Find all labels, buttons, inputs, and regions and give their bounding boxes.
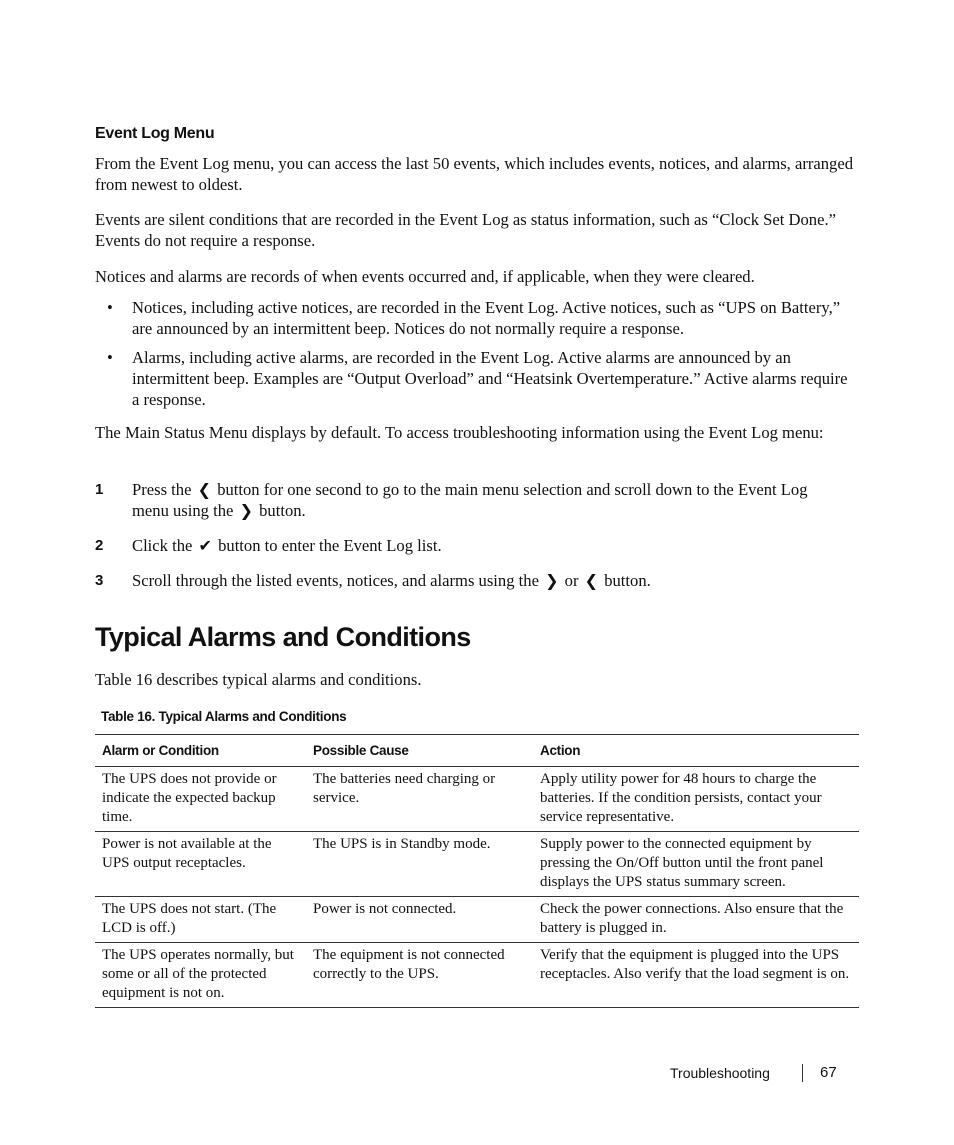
page-footer	[0, 1064, 954, 1084]
step-text-part: Click the	[132, 536, 193, 555]
table-header-row	[95, 735, 859, 767]
cell-action: Supply power to the connected equipment by pressing the On/Off button until the front panel displays the UPS status summary screen.	[533, 832, 859, 897]
cell-action: Verify that the equipment is plugged into the UPS receptacles. Also verify that the load segment is on.	[533, 943, 859, 1008]
step-text-part: Scroll through the listed events, notices, and alarms using the	[132, 571, 539, 590]
notices-paragraph: Notices and alarms are records of when events occurred and, if applicable, when they were cleared.	[95, 267, 755, 286]
cell-alarm: Power is not available at the UPS output receptacles.	[95, 832, 306, 897]
cell-cause: The batteries need charging or service.	[306, 767, 533, 832]
table-row	[95, 832, 859, 897]
cell-cause: The equipment is not connected correctly to the UPS.	[306, 943, 533, 1008]
typical-intro: Table 16 describes typical alarms and conditions.	[95, 670, 422, 689]
event-log-heading: Event Log Menu	[95, 125, 215, 142]
typical-alarms-heading: Typical Alarms and Conditions	[95, 622, 471, 652]
bullet-text: Alarms, including active alarms, are recorded in the Event Log. Active alarms are announced by an intermittent beep. Examples are “Output Overload” and “Heatsink Overtemperature.” Active alarms require a response.	[132, 348, 848, 409]
step-number: 3	[95, 572, 104, 589]
left-chevron-icon: ❮	[197, 480, 212, 499]
alarms-table	[95, 734, 859, 1008]
right-chevron-icon: ❯	[239, 501, 253, 520]
table-row	[95, 897, 859, 943]
main-status-paragraph: The Main Status Menu displays by default. To access troubleshooting information using the Event Log menu:	[95, 423, 824, 442]
cell-alarm: The UPS operates normally, but some or all of the protected equipment is not on.	[95, 943, 306, 1008]
left-chevron-icon: ❮	[584, 571, 599, 590]
bullet-text: Notices, including active notices, are recorded in the Event Log. Active notices, such as “UPS on Battery,” are announced by an intermittent beep. Notices do not normally require a response.	[132, 298, 841, 338]
column-header-cause: Possible Cause	[306, 735, 533, 767]
column-header-action: Action	[533, 735, 859, 767]
checkmark-icon: ✔	[198, 536, 212, 555]
step-text-part: Press the	[132, 480, 192, 499]
page-number: 67	[820, 1064, 837, 1081]
column-header-alarm: Alarm or Condition	[95, 735, 306, 767]
step-text	[132, 570, 832, 591]
right-chevron-icon: ❯	[545, 571, 559, 590]
cell-action: Check the power connections. Also ensure that the battery is plugged in.	[533, 897, 859, 943]
step-number: 2	[95, 537, 104, 554]
footer-divider	[802, 1064, 803, 1082]
cell-cause: The UPS is in Standby mode.	[306, 832, 533, 897]
event-log-intro: From the Event Log menu, you can access the last 50 events, which includes events, notices, and alarms, arranged from newest to oldest.	[95, 154, 854, 194]
step-text-part: or	[564, 571, 579, 590]
bullet-symbol: •	[107, 348, 113, 367]
step-text-part: button.	[604, 571, 651, 590]
cell-alarm: The UPS does not start. (The LCD is off.)	[95, 897, 306, 943]
step-text-part: button.	[259, 501, 306, 520]
step-text-part: button to enter the Event Log list.	[218, 536, 442, 555]
step-text	[132, 535, 832, 556]
step-text	[132, 479, 832, 521]
cell-action: Apply utility power for 48 hours to charge the batteries. If the condition persists, contact your service representative.	[533, 767, 859, 832]
bullet-symbol: •	[107, 298, 113, 317]
cell-alarm: The UPS does not provide or indicate the expected backup time.	[95, 767, 306, 832]
table-caption: Table 16. Typical Alarms and Conditions	[101, 709, 347, 724]
cell-cause: Power is not connected.	[306, 897, 533, 943]
step-text-part: button for one second to go to the main menu selection and scroll down to the Event Log menu using the	[132, 480, 808, 520]
table-row	[95, 767, 859, 832]
events-paragraph: Events are silent conditions that are recorded in the Event Log as status information, such as “Clock Set Done.” Events do not require a response.	[95, 210, 836, 250]
table-row	[95, 943, 859, 1008]
step-number: 1	[95, 481, 104, 498]
footer-section-name: Troubleshooting	[670, 1065, 770, 1081]
